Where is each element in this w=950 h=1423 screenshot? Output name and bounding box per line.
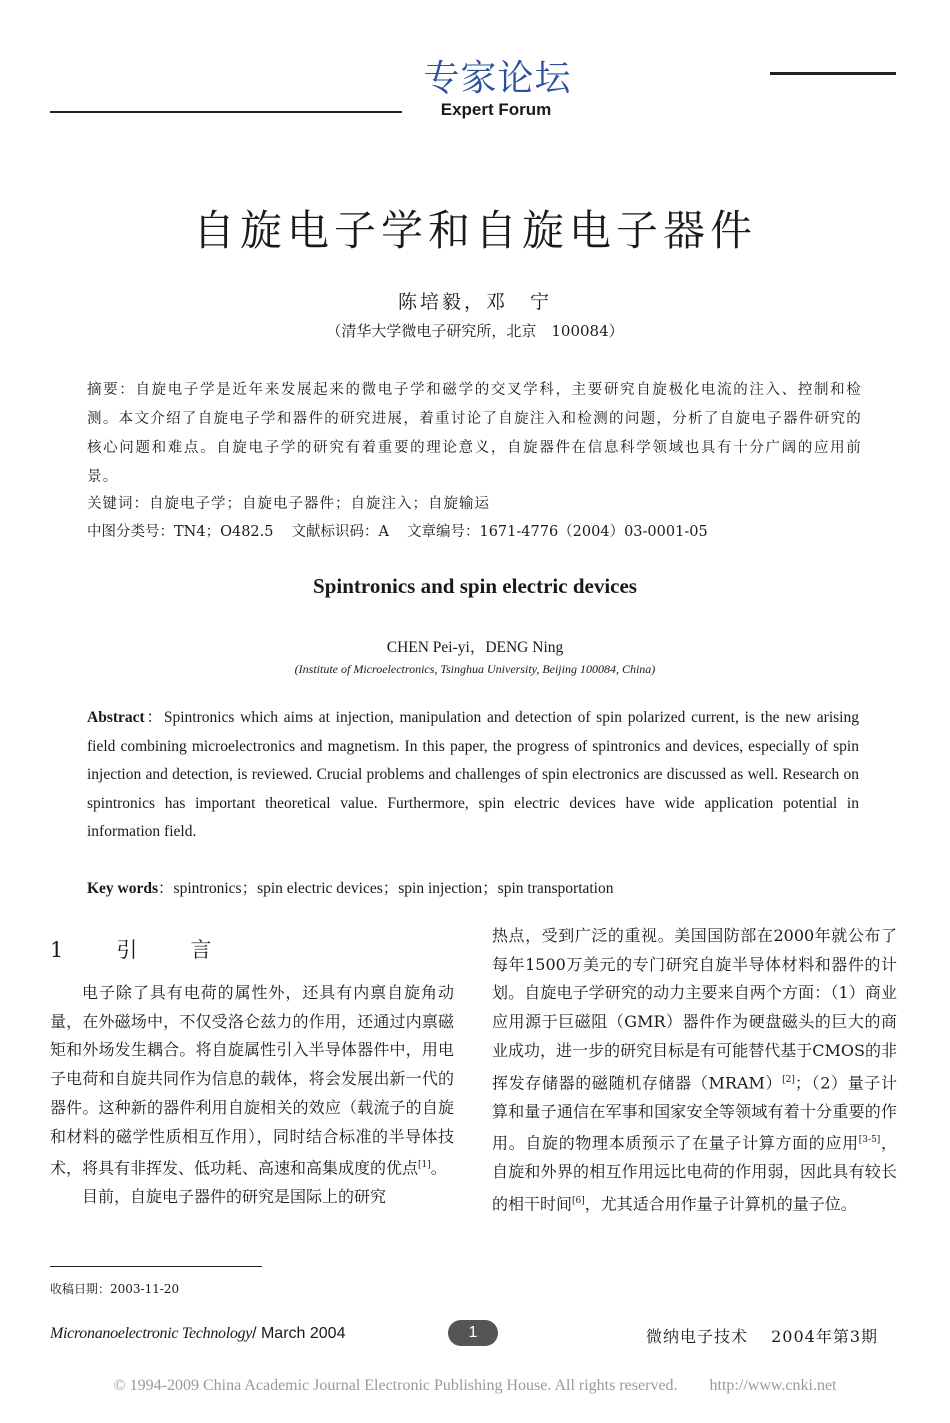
paragraph: 目前，自旋电子器件的研究是国际上的研究: [82, 1187, 387, 1207]
citation[interactable]: [1]: [418, 1160, 431, 1171]
footer-journal-cn: [646, 1324, 878, 1347]
authors-en: CHEN Pei-yi，DENG Ning: [386, 639, 564, 656]
keywords-cn: 关键词：自旋电子学；自旋电子器件；自旋注入；自旋输运: [87, 496, 490, 512]
clc-number: 中图分类号：TN4；O482.5: [87, 524, 274, 540]
paragraph-text: 热点，受到广泛的重视。美国国防部在2000年就公布了每年1500万美元的专门研究自旋半导体材料和器件的计划。自旋电子学研究的动力主要来自两个方面：（1）商业应用源于巨磁阻（GMR）器件作为硬盘磁头的巨大的商业成功，进一步的研究目标是有可能替代基于CMOS的非挥发存储器的磁随机存储器（MRAM）: [492, 926, 897, 1092]
citation[interactable]: [3-5]: [858, 1135, 881, 1146]
body-column-left: [50, 979, 454, 1212]
abstract-en: [87, 704, 859, 847]
copyright-notice: © 1994-2009 China Academic Journal Electronic Publishing House. All rights reserved. http://www.cnki.net: [113, 1377, 837, 1394]
affiliation-en: (Institute of Microelectronics, Tsinghua University, Beijing 100084, China): [294, 662, 656, 676]
journal-name-en: Micronanoelectronic Technology: [50, 1325, 253, 1342]
paragraph-text: ，尤其适合用作量子计算机的量子位。: [584, 1194, 857, 1214]
issue-cn: 2004年第3期: [771, 1327, 879, 1346]
affiliation-cn: （清华大学微电子研究所，北京 100084）: [326, 322, 624, 340]
keywords-en-text: ：spintronics；spin electric devices；spin injection；spin transportation: [158, 880, 614, 897]
keywords-en-label: Key words: [87, 880, 159, 897]
issue-date-en: / March 2004: [252, 1325, 346, 1342]
paragraph-text: ；（2）量子计算和量子通信在军事和国家安全等领域有着十分重要的作用。自旋的物理本质预示了在量子计算方面的应用: [492, 1072, 897, 1153]
body-column-right: [492, 922, 897, 1219]
footer-journal-en: [50, 1325, 345, 1343]
received-date: 收稿日期：2003-11-20: [50, 1282, 180, 1296]
paragraph-text: 电子除了具有电荷的属性外，还具有内禀自旋角动量，在外磁场中，不仅受洛仑兹力的作用，还通过内禀磁矩和外场发生耦合。将自旋属性引入半导体器件中，用电子电荷和自旋共同作为信息的载体，将会发展出新一代的器件。这种新的器件利用自旋相关的效应（载流子的自旋和材料的磁学性质相互作用），同时结合标准的半导体技术，将具有非挥发、低功耗、高速和高集成度的优点: [50, 983, 454, 1178]
header-rule-left: [50, 111, 402, 113]
citation[interactable]: [2]: [782, 1074, 795, 1085]
paragraph-text: 。: [430, 1158, 447, 1178]
classification-line: [87, 520, 862, 541]
doc-code: 文献标识码：A: [291, 524, 389, 540]
abstract-en-text: ：Spintronics which aims at injection, manipulation and detection of spin polarized current, is the new arising field combining microelectronics and magnetism. In this paper, the progress of spintronics and devices, especially of spin injection and detection, is reviewed. Crucial problems and challenges of spin electronics are discussed as well. Research on spintronics has important theoretical value. Furthermore, spin electric devices have wide application potential in information field.: [87, 709, 859, 841]
keywords-en: [87, 876, 862, 898]
article-number: 文章编号：1671-4776（2004）03-0001-05: [406, 524, 708, 540]
paragraph: [492, 922, 897, 1219]
header-rule-right: [770, 72, 896, 75]
footnote-rule: [50, 1266, 262, 1267]
journal-name-cn: 微纳电子技术: [646, 1327, 749, 1346]
paper-title-en: Spintronics and spin electric devices: [313, 574, 637, 598]
citation[interactable]: [6]: [572, 1195, 585, 1206]
paragraph: [50, 979, 454, 1183]
abstract-en-label: Abstract: [87, 709, 145, 726]
abstract-cn: 摘要：自旋电子学是近年来发展起来的微电子学和磁学的交叉学科，主要研究自旋极化电流的注入、控制和检测。本文介绍了自旋电子学和器件的研究进展，着重讨论了自旋注入和检测的问题，分析了自旋电子器件研究的核心问题和难点。自旋电子学的研究有着重要的理论意义，自旋器件在信息科学领域也具有十分广阔的应用前景。: [87, 382, 862, 485]
section-heading: 1 引 言: [50, 938, 228, 962]
paper-title-cn: 自旋电子学和自旋电子器件: [192, 206, 757, 255]
paragraph-text: ，自旋和外界的相互作用远比电荷的作用弱，因此具有较长的相干时间: [492, 1133, 897, 1214]
page-number: 1: [448, 1320, 498, 1346]
authors-cn: 陈培毅，邓 宁: [397, 291, 552, 313]
column-subtitle: Expert Forum: [440, 100, 552, 119]
column-title: 专家论坛: [423, 58, 572, 99]
